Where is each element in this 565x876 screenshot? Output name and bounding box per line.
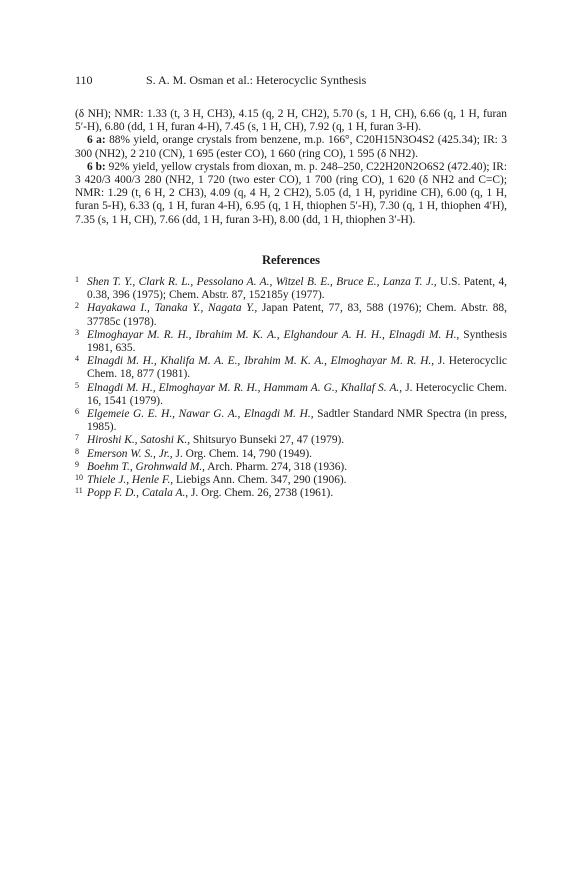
reference-authors: Elgemeie G. E. H., Nawar G. A., Elnagdi M. H., <box>87 408 314 421</box>
reference-authors: Elnagdi M. H., Khalifa M. A. E., Ibrahim M. K. A., Elmoghayar M. R. H., <box>87 355 435 368</box>
reference-source: U.S. Patent, 4, 0.38, 396 (1975); Chem. Abstr. 87, 152185y (1977). <box>87 276 507 302</box>
reference-authors: Hayakawa I., Tanaka Y., Nagata Y., <box>87 302 258 315</box>
reference-item <box>75 302 507 328</box>
reference-number: 9 <box>75 459 79 469</box>
reference-number: 1 <box>75 275 79 285</box>
paragraph-compound-6a <box>75 134 507 160</box>
reference-authors: Hiroshi K., Satoshi K., <box>87 434 191 447</box>
page-number: 110 <box>75 73 93 87</box>
reference-source: Arch. Pharm. 274, 318 (1936). <box>205 460 348 473</box>
reference-item <box>75 487 507 500</box>
reference-source: J. Org. Chem. 26, 2738 (1961). <box>188 487 334 500</box>
running-title: S. A. M. Osman et al.: Heterocyclic Synthesis <box>146 73 367 87</box>
reference-item <box>75 474 507 487</box>
reference-number: 2 <box>75 301 79 311</box>
page <box>75 74 507 500</box>
reference-source: J. Heterocyclic Chem. 18, 877 (1981). <box>87 355 507 381</box>
reference-item <box>75 408 507 434</box>
reference-number: 4 <box>75 354 79 364</box>
reference-authors: Thiele J., Henle F., <box>87 474 174 487</box>
reference-number: 5 <box>75 380 79 390</box>
compound-label-6a: 6 a: <box>87 134 106 147</box>
reference-number: 11 <box>75 486 83 496</box>
references-heading: References <box>261 252 321 267</box>
reference-authors: Emerson W. S., Jr., <box>87 447 173 460</box>
reference-list <box>75 276 507 500</box>
compound-label-6b: 6 b: <box>87 160 106 173</box>
reference-item <box>75 434 507 447</box>
reference-item <box>75 448 507 461</box>
reference-number: 6 <box>75 407 79 417</box>
reference-item <box>75 382 507 408</box>
reference-number: 3 <box>75 327 79 337</box>
reference-source: Liebigs Ann. Chem. 347, 290 (1906). <box>173 474 347 487</box>
paragraph-nmr-continued: (δ NH); NMR: 1.33 (t, 3 H, CH3), 4.15 (q, 2 H, CH2), 5.70 (s, 1 H, CH), 6.66 (q, 1 H, furan 5′-H), 6.80 (dd, 1 H, furan 4-H), 7.45 (s, 1 H, CH), 7.92 (q, 1 H, furan 3-H). <box>75 108 507 134</box>
reference-number: 10 <box>75 473 83 483</box>
reference-authors: Boehm T., Grohnwald M., <box>87 460 206 473</box>
reference-number: 7 <box>75 433 79 443</box>
article-body <box>75 108 507 227</box>
compound-text-6a: 88% yield, orange crystals from benzene, m.p. 166°, C20H15N3O4S2 (425.34); IR: 3 300 (NH2), 2 210 (CN), 1 695 (ester CO), 1 660 (ring CO), 1 595 (δ NH2). <box>75 134 507 160</box>
paragraph-compound-6b <box>75 161 507 227</box>
reference-source: J. Heterocyclic Chem. 16, 1541 (1979). <box>87 381 508 407</box>
reference-authors: Elmoghayar M. R. H., Ibrahim M. K. A., Elghandour A. H. H., Elnagdi M. H., <box>87 328 460 341</box>
reference-authors: Elnagdi M. H., Elmoghayar M. R. H., Hammam A. G., Khallaf S. A., <box>87 381 403 394</box>
reference-source: J. Org. Chem. 14, 790 (1949). <box>172 447 312 460</box>
reference-authors: Popp F. D., Catala A., <box>87 487 189 500</box>
reference-item <box>75 461 507 474</box>
reference-source: Shitsuryo Bunseki 27, 47 (1979). <box>190 434 345 447</box>
reference-source: Japan Patent, 77, 83, 588 (1976); Chem. Abstr. 88, 37785c (1978). <box>87 302 507 328</box>
compound-text-6b: 92% yield, yellow crystals from dioxan, m. p. 248–250, C22H20N2O6S2 (472.40); IR: 3 420/3 400/3 280 (NH2, 1 720 (two ester CO), 1 700 (ring CO), 1 620 (δ NH2 and C=C); NMR: 1.29 (t, 6 H, 2 CH3), 4.09 (q, 4 H, 2 CH2), 5.05 (d, 1 H, pyridine CH), 6.00 (q, 1 H, furan 5-H), 6.33 (q, 1 H, furan 4-H), 6.95 (q, 1 H, thiophen 5′-H), 7.30 (q, 1 H, thiophen 4′H), 7.35 (s, 1 H, CH), 7.66 (dd, 1 H, furan 3-H), 8.00 (dd, 1 H, thiophen 3′-H). <box>75 160 507 226</box>
reference-item <box>75 276 507 302</box>
reference-item <box>75 355 507 381</box>
reference-authors: Shen T. Y., Clark R. L., Pessolano A. A., Witzel B. E., Bruce E., Lanza T. J., <box>87 276 437 289</box>
reference-source: Synthesis 1981, 635. <box>87 328 507 355</box>
reference-item <box>75 329 507 355</box>
reference-number: 8 <box>75 446 79 456</box>
reference-source: Sadtler Standard NMR Spectra (in press, 1985). <box>87 408 508 434</box>
page-header <box>75 74 507 88</box>
